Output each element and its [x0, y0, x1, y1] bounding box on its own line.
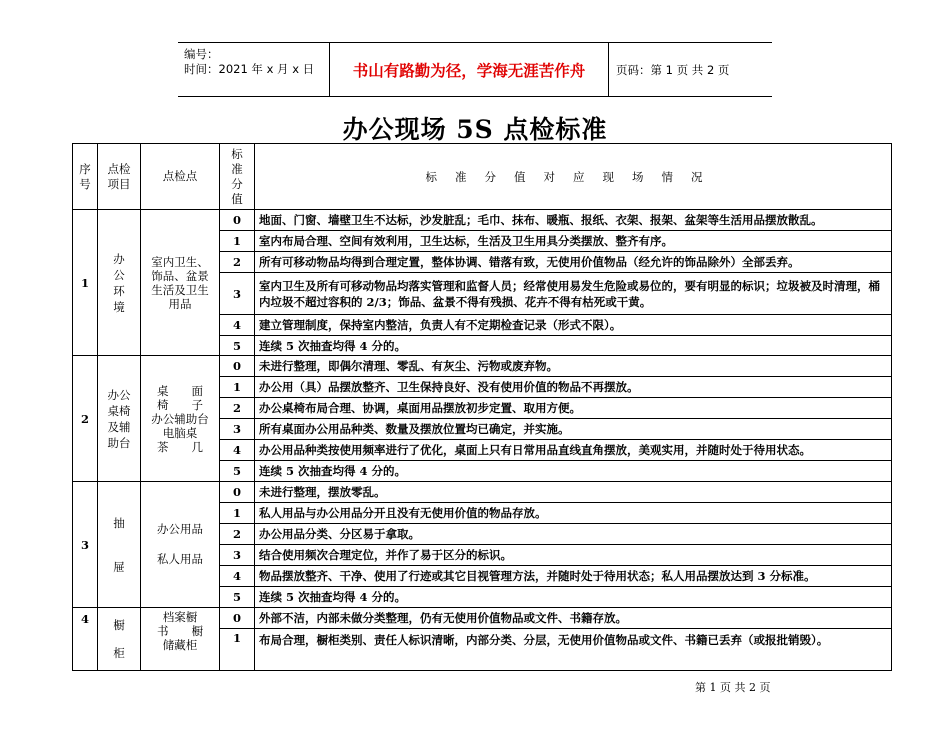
table-row [73, 482, 892, 503]
page-footer: 第 1 页 共 2 页 [695, 681, 771, 694]
score-cell: 0 [220, 608, 255, 629]
desc-cell: 办公用品种类按使用频率进行了优化，桌面上只有日常用品直线直角摆放，美观实用，并随时处于待用状态。 [255, 440, 892, 461]
score-cell: 4 [220, 440, 255, 461]
score-cell: 5 [220, 587, 255, 608]
score-cell: 2 [220, 252, 255, 273]
group-item: 办公 桌椅 及辅 助台 [98, 356, 141, 482]
group-item: 橱 柜 [98, 608, 141, 671]
desc-cell: 物品摆放整齐、干净、使用了行迹或其它目视管理方法，并随时处于待用状态；私人用品摆放达到 3 分标准。 [255, 566, 892, 587]
group-seq: 4 [73, 608, 98, 671]
header-point: 点检点 [141, 144, 220, 210]
table-row [73, 356, 892, 377]
header-divider [608, 43, 609, 96]
group-item: 办 公 环 境 [98, 210, 141, 356]
desc-cell: 室内布局合理、空间有效利用，卫生达标，生活及卫生用具分类摆放、整齐有序。 [255, 231, 892, 252]
desc-cell: 布局合理，橱柜类别、责任人标识清晰，内部分类、分层，无使用价值物品或文件、书籍已丢弃（或报批销毁）。 [255, 629, 892, 671]
score-cell: 3 [220, 545, 255, 566]
desc-cell: 私人用品与办公用品分开且没有无使用价值的物品存放。 [255, 503, 892, 524]
group-seq: 1 [73, 210, 98, 356]
desc-cell: 所有可移动物品均得到合理定置，整体协调、错落有致，无使用价值物品（经允许的饰品除外）全部丢弃。 [255, 252, 892, 273]
desc-cell: 所有桌面办公用品种类、数量及摆放位置均已确定，并实施。 [255, 419, 892, 440]
desc-cell: 连续 5 次抽查均得 4 分的。 [255, 587, 892, 608]
header-number: 编号： [184, 47, 219, 61]
score-cell: 4 [220, 315, 255, 336]
desc-cell: 办公桌椅布局合理、协调，桌面用品摆放初步定置、取用方便。 [255, 398, 892, 419]
group-point: 室内卫生、 饰品、盆景 生活及卫生 用品 [141, 210, 220, 356]
header-time: 时间：2021 年 x 月 x 日 [184, 62, 315, 76]
desc-cell: 外部不洁，内部未做分类整理，仍有无使用价值物品或文件、书籍存放。 [255, 608, 892, 629]
header-motto: 书山有路勤为径，学海无涯苦作舟 [352, 61, 586, 80]
group-seq: 2 [73, 356, 98, 482]
score-cell: 3 [220, 419, 255, 440]
desc-cell: 室内卫生及所有可移动物品均落实管理和监督人员；经常使用易发生危险或易位的，要有明显的标识；垃圾被及时清理，桶内垃圾不超过容积的 2/3；饰品、盆景不得有残损、花卉不得有枯死或干黄。 [255, 273, 892, 315]
inspection-table [72, 143, 892, 671]
table-row [73, 210, 892, 231]
score-cell: 2 [220, 524, 255, 545]
score-cell: 2 [220, 398, 255, 419]
score-cell: 5 [220, 336, 255, 356]
table-row [73, 608, 892, 629]
desc-cell: 建立管理制度，保持室内整洁，负责人有不定期检查记录（形式不限）。 [255, 315, 892, 336]
score-cell: 3 [220, 273, 255, 315]
header-seq: 序 号 [73, 144, 98, 210]
header-page-info: 页码：第 1 页 共 2 页 [616, 62, 730, 77]
score-cell: 0 [220, 356, 255, 377]
desc-cell: 结合使用频次合理定位，并作了易于区分的标识。 [255, 545, 892, 566]
score-cell: 1 [220, 231, 255, 252]
desc-cell: 未进行整理，摆放零乱。 [255, 482, 892, 503]
desc-cell: 未进行整理，即偶尔清理、零乱、有灰尘、污物或废弃物。 [255, 356, 892, 377]
group-point: 档案橱 书 橱 储藏柜 [141, 608, 220, 671]
document-header [178, 42, 772, 97]
desc-cell: 连续 5 次抽查均得 4 分的。 [255, 461, 892, 482]
header-desc: 标准分值对应现场情况 [255, 144, 892, 210]
group-item: 抽 屉 [98, 482, 141, 608]
page-title: 办公现场 5S 点检标准 [342, 115, 608, 144]
desc-cell: 连续 5 次抽查均得 4 分的。 [255, 336, 892, 356]
score-cell: 0 [220, 210, 255, 231]
score-cell: 1 [220, 377, 255, 398]
header-score: 标 准 分 值 [220, 144, 255, 210]
score-cell: 5 [220, 461, 255, 482]
desc-cell: 办公用品分类、分区易于拿取。 [255, 524, 892, 545]
table-header-row [73, 144, 892, 210]
header-meta [184, 47, 314, 77]
header-item: 点检 项目 [98, 144, 141, 210]
score-cell: 1 [220, 629, 255, 671]
group-seq: 3 [73, 482, 98, 608]
desc-cell: 地面、门窗、墙壁卫生不达标，沙发脏乱；毛巾、抹布、暖瓶、报纸、衣架、报架、盆架等生活用品摆放散乱。 [255, 210, 892, 231]
score-cell: 4 [220, 566, 255, 587]
group-point: 桌 面 椅 子 办公辅助台 电脑桌 茶 几 [141, 356, 220, 482]
score-cell: 0 [220, 482, 255, 503]
group-point: 办公用品 私人用品 [141, 482, 220, 608]
score-cell: 1 [220, 503, 255, 524]
desc-cell: 办公用（具）品摆放整齐、卫生保持良好、没有使用价值的物品不再摆放。 [255, 377, 892, 398]
